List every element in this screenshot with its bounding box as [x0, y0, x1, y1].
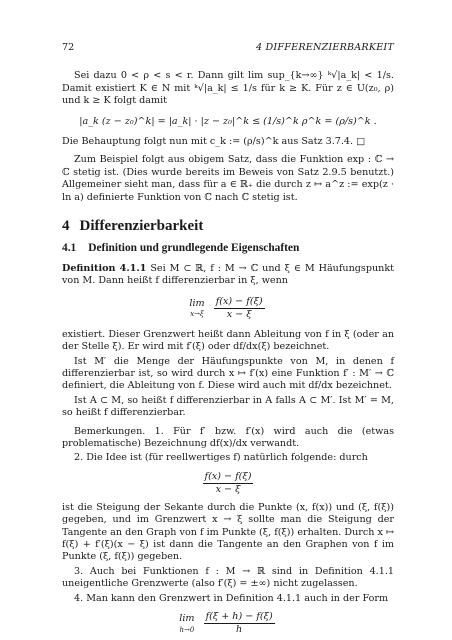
section-heading: 4 Differenzierbarkeit	[62, 218, 204, 235]
remark-2: 2. Die Idee ist (für reellwertiges f) natürlich folgende: durch	[74, 452, 368, 464]
remark-2-continued: ist die Steigung der Sekante durch die Punkte (x, f(x)) und (ξ, f(ξ)) gegeben, und im Grenzwert x → ξ sollte man die Steigung der Tangente an den Graph von f im Punkte (ξ, f(ξ)) erhalten. Durch x ↦ f(ξ) + f′(ξ)(x − ξ) ist dann die Tangente an den Graphen von f im Punkte (ξ, f(ξ)) gegeben.	[62, 501, 394, 563]
remark-1: Bemerkungen. 1. Für f′ bzw. f′(x) wird auch die (etwas problematische) Bezeichnung df(x)/dx verwandt.	[62, 425, 394, 449]
definition-text-4: Ist A ⊂ M, so heißt f differenzierbar in A falls A ⊂ M′. Ist M′ = M, so heißt f differenzierbar.	[62, 394, 394, 419]
page-number: 72	[62, 42, 75, 53]
proof-conclusion: Die Behauptung folgt nun mit c_k := (ρ/s)^k aus Satz 3.7.4. □	[62, 136, 366, 148]
definition-text-3: Ist M′ die Menge der Häufungspunkte von M, in denen f differenzierbar ist, so wird durch x ↦ f′(x) eine Funktion f′ : M′ → ℂ definiert, die Ableitung von f. Diese wird auch mit df/dx bezeichnet.	[62, 355, 394, 392]
definition-intro: Definition 4.1.1 Sei M ⊂ ℝ, f : M → ℂ und ξ ∈ M Häufungspunkt von M. Dann heißt f differenzierbar in ξ, wenn	[62, 262, 395, 287]
example-paragraph: Zum Beispiel folgt aus obigem Satz, dass die Funktion exp : ℂ → ℂ stetig ist. (Dies wurde bereits im Beweis von Satz 2.9.5 benutzt.) Allgemeiner sieht man, dass für a ∈ ℝ₊ die durch z ↦ a^z := exp(z · ln a) definierte Funktion von ℂ nach ℂ stetig ist.	[62, 154, 394, 203]
derivative-limit-formula: lim x→ξ $\frac{f(x) - f(\xi)}{x - \xi}$	[189, 295, 263, 320]
estimate-formula: |a_k (z − z₀)^k| = |a_k| · |z − z₀|^k ≤ (1/s)^k ρ^k = (ρ/s)^k .	[79, 115, 377, 127]
remark-3: 3. Auch bei Funktionen f : M → ℝ sind in Definition 4.1.1 uneigentliche Grenzwerte (also f′(ξ) = ±∞) nicht zugelassen.	[62, 565, 394, 590]
subsection-heading: 4.1 Definition und grundlegende Eigenschaften	[62, 242, 300, 255]
secant-quotient-formula: $\frac{f(x) - f(\xi)}{x - \xi}$	[204, 470, 252, 495]
proof-paragraph-1: Sei dazu 0 < ρ < s < r. Dann gilt lim sup_{k→∞} ᵏ√|a_k| < 1/s. Damit existiert K ∈ N mit ᵏ√|a_k| ≤ 1/s für k ≥ K. Für z ∈ U(z₀, ρ) und k ≥ K folgt damit	[62, 70, 394, 107]
alternative-limit-formula: lim h→0 $\frac{f(\xi + h) - f(\xi)}{h}$	[179, 611, 273, 635]
running-header	[62, 42, 394, 54]
remark-4: 4. Man kann den Grenzwert in Definition 4.1.1 auch in der Form	[74, 592, 389, 604]
chapter-running-title: 4 DIFFERENZIERBARKEIT	[255, 42, 394, 53]
definition-text-2: existiert. Dieser Grenzwert heißt dann Ableitung von f in ξ (oder an der Stelle ξ). Er wird mit f′(ξ) oder df/dx(ξ) bezeichnet.	[62, 328, 394, 353]
definition-label: Definition 4.1.1	[62, 262, 147, 274]
